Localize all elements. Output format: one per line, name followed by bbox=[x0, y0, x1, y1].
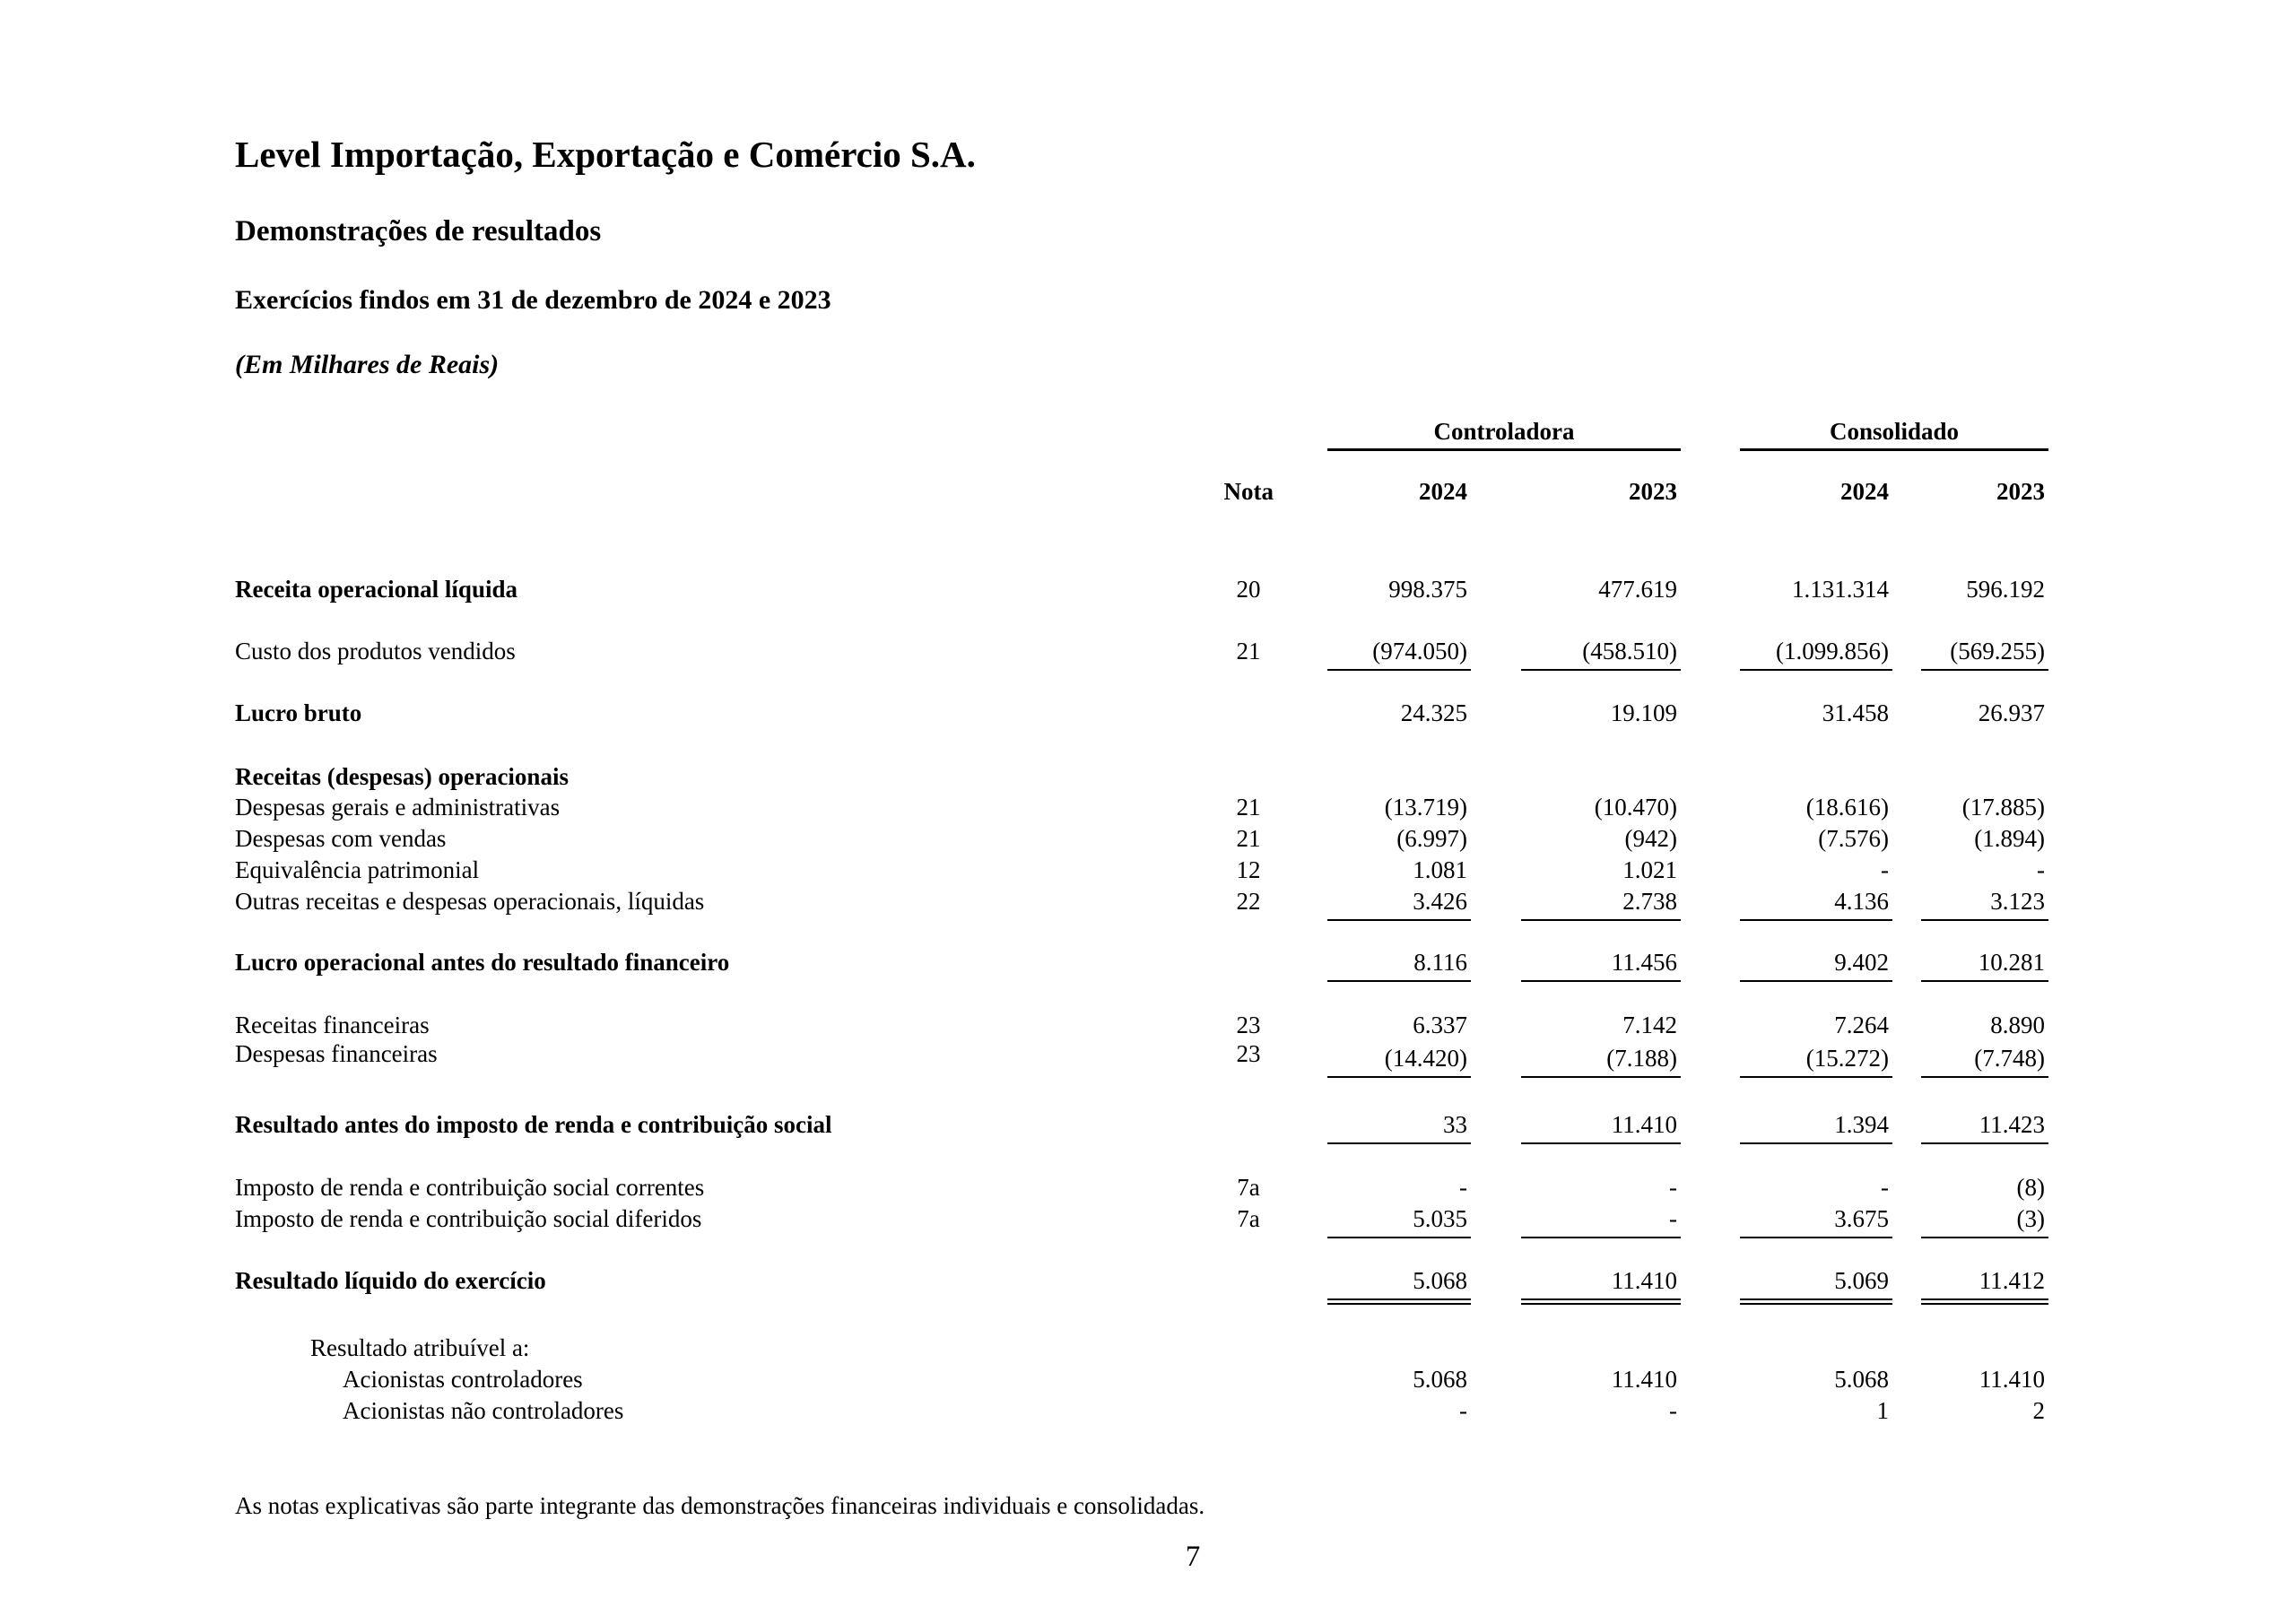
year-header-controladora-2024: 2024 bbox=[1419, 478, 1467, 505]
value-controladora-2023: 11.410 bbox=[1611, 1366, 1677, 1393]
value-consolidado-2023: 8.890 bbox=[1990, 1012, 2045, 1038]
subtotal-rule bbox=[1740, 669, 1892, 671]
value-controladora-2023: (10.470) bbox=[1594, 794, 1677, 821]
value-consolidado-2023: (17.885) bbox=[1961, 794, 2045, 821]
subtotal-rule bbox=[1327, 1237, 1471, 1238]
subtotal-rule bbox=[1327, 1142, 1471, 1144]
value-consolidado-2023: 11.423 bbox=[1979, 1111, 2045, 1138]
value-consolidado-2023: 11.412 bbox=[1979, 1267, 2045, 1294]
table-row-lucro-operacional bbox=[0, 947, 2296, 977]
table-row-equivalencia-patrimonial bbox=[0, 855, 2296, 885]
table-row-custo-produtos-vendidos bbox=[0, 636, 2296, 666]
value-controladora-2023: (458.510) bbox=[1582, 638, 1677, 664]
subtotal-rule bbox=[1521, 1076, 1681, 1078]
table-row-acionistas-nao-controladores bbox=[0, 1395, 2296, 1426]
row-note: 20 bbox=[1236, 576, 1261, 603]
value-controladora-2023: 11.456 bbox=[1611, 949, 1677, 976]
value-controladora-2024: 1.081 bbox=[1413, 856, 1467, 883]
footnote: As notas explicativas são parte integrante das demonstrações financeiras individuais e consolidadas. bbox=[235, 1492, 1205, 1519]
subtotal-rule bbox=[1521, 1237, 1681, 1238]
value-consolidado-2024: - bbox=[1881, 856, 1889, 883]
row-label: Outras receitas e despesas operacionais, líquidas bbox=[235, 888, 705, 915]
value-consolidado-2024: 1.131.314 bbox=[1792, 576, 1889, 603]
row-note: 7a bbox=[1237, 1174, 1260, 1201]
subtotal-rule bbox=[1921, 919, 2048, 921]
value-consolidado-2023: (3) bbox=[2016, 1205, 2045, 1232]
value-controladora-2023: - bbox=[1669, 1174, 1677, 1201]
row-note: 23 bbox=[1236, 1012, 1261, 1038]
subtotal-rule bbox=[1327, 919, 1471, 921]
row-label: Lucro operacional antes do resultado financeiro bbox=[235, 949, 730, 976]
subtotal-rule bbox=[1921, 669, 2048, 671]
row-label: Lucro bruto bbox=[235, 699, 362, 726]
total-double-rule bbox=[1327, 1298, 1471, 1305]
units-note: (Em Milhares de Reais) bbox=[235, 350, 500, 379]
value-controladora-2024: 6.337 bbox=[1413, 1012, 1467, 1038]
value-controladora-2024: (14.420) bbox=[1384, 1045, 1467, 1072]
row-label: Receitas financeiras bbox=[235, 1012, 430, 1038]
statement-title: Demonstrações de resultados bbox=[235, 215, 602, 248]
table-row-receitas-financeiras bbox=[0, 1010, 2296, 1040]
value-consolidado-2024: 1.394 bbox=[1834, 1111, 1889, 1138]
note-column-header: Nota bbox=[1223, 478, 1274, 505]
value-controladora-2024: 5.068 bbox=[1413, 1366, 1467, 1393]
page-number: 7 bbox=[1185, 1541, 1201, 1573]
row-label: Resultado líquido do exercício bbox=[235, 1267, 546, 1294]
value-consolidado-2024: - bbox=[1881, 1174, 1889, 1201]
value-consolidado-2024: (7.576) bbox=[1818, 825, 1889, 852]
year-header-controladora-2023: 2023 bbox=[1629, 478, 1677, 505]
value-controladora-2024: 998.375 bbox=[1388, 576, 1467, 603]
row-label: Despesas gerais e administrativas bbox=[235, 794, 561, 821]
value-controladora-2024: 8.116 bbox=[1413, 949, 1467, 976]
row-label: Receita operacional líquida bbox=[235, 576, 517, 603]
value-consolidado-2023: 11.410 bbox=[1979, 1366, 2045, 1393]
value-consolidado-2023: - bbox=[2037, 856, 2045, 883]
row-note: 22 bbox=[1236, 888, 1261, 915]
year-header-consolidado-2024: 2024 bbox=[1840, 478, 1889, 505]
total-double-rule bbox=[1740, 1298, 1892, 1305]
value-consolidado-2023: (569.255) bbox=[1950, 638, 2045, 664]
group-header-consolidado: Consolidado bbox=[1829, 418, 1960, 445]
subtotal-rule bbox=[1740, 919, 1892, 921]
row-label: Acionistas controladores bbox=[343, 1366, 583, 1393]
value-controladora-2023: (7.188) bbox=[1606, 1045, 1677, 1072]
value-controladora-2023: 477.619 bbox=[1598, 576, 1677, 603]
total-double-rule bbox=[1521, 1298, 1681, 1305]
value-consolidado-2023: (7.748) bbox=[1974, 1045, 2045, 1072]
subtotal-rule bbox=[1740, 1142, 1892, 1144]
table-row-resultado-atribuivel bbox=[0, 1333, 2296, 1363]
subtotal-rule bbox=[1521, 919, 1681, 921]
table-row-ir-cs-correntes bbox=[0, 1172, 2296, 1203]
subtotal-rule bbox=[1327, 669, 1471, 671]
row-note: 12 bbox=[1236, 856, 1261, 883]
table-row-resultado-liquido bbox=[0, 1265, 2296, 1296]
value-controladora-2024: 5.068 bbox=[1413, 1267, 1467, 1294]
value-controladora-2024: 5.035 bbox=[1413, 1205, 1467, 1232]
row-label: Imposto de renda e contribuição social diferidos bbox=[235, 1205, 702, 1232]
row-label: Custo dos produtos vendidos bbox=[235, 638, 516, 664]
subtotal-rule bbox=[1327, 980, 1471, 982]
table-row-receita-operacional-liquida bbox=[0, 574, 2296, 604]
subtotal-rule bbox=[1740, 980, 1892, 982]
value-consolidado-2024: 4.136 bbox=[1834, 888, 1889, 915]
value-consolidado-2024: 5.069 bbox=[1834, 1267, 1889, 1294]
total-double-rule bbox=[1921, 1298, 2048, 1305]
value-consolidado-2023: 2 bbox=[2032, 1397, 2045, 1424]
value-consolidado-2023: (1.894) bbox=[1974, 825, 2045, 852]
value-consolidado-2023: (8) bbox=[2016, 1174, 2045, 1201]
value-controladora-2023: 19.109 bbox=[1610, 699, 1677, 726]
table-row-despesas-gerais-administrativas bbox=[0, 792, 2296, 822]
value-consolidado-2024: 5.068 bbox=[1834, 1366, 1889, 1393]
value-consolidado-2024: (15.272) bbox=[1805, 1045, 1889, 1072]
value-controladora-2023: 1.021 bbox=[1622, 856, 1677, 883]
value-consolidado-2023: 3.123 bbox=[1990, 888, 2045, 915]
value-controladora-2024: 24.325 bbox=[1400, 699, 1467, 726]
row-note: 7a bbox=[1237, 1205, 1260, 1232]
value-consolidado-2024: 31.458 bbox=[1822, 699, 1889, 726]
value-controladora-2023: - bbox=[1669, 1397, 1677, 1424]
subtotal-rule bbox=[1740, 1237, 1892, 1238]
year-header-consolidado-2023: 2023 bbox=[1996, 478, 2045, 505]
value-consolidado-2023: 10.281 bbox=[1978, 949, 2045, 976]
subtotal-rule bbox=[1327, 1076, 1471, 1078]
group-rule-consolidado bbox=[1740, 448, 2048, 451]
value-consolidado-2024: (1.099.856) bbox=[1776, 638, 1889, 664]
value-controladora-2023: - bbox=[1669, 1205, 1677, 1232]
row-label: Imposto de renda e contribuição social correntes bbox=[235, 1174, 705, 1201]
value-controladora-2024: 33 bbox=[1443, 1111, 1467, 1138]
value-controladora-2023: 11.410 bbox=[1611, 1111, 1677, 1138]
subtotal-rule bbox=[1921, 1237, 2048, 1238]
subtotal-rule bbox=[1740, 1076, 1892, 1078]
value-consolidado-2023: 596.192 bbox=[1966, 576, 2045, 603]
value-consolidado-2024: 1 bbox=[1876, 1397, 1889, 1424]
value-controladora-2023: 7.142 bbox=[1622, 1012, 1677, 1038]
table-row-resultado-antes-impostos bbox=[0, 1109, 2296, 1140]
value-controladora-2023: 11.410 bbox=[1611, 1267, 1677, 1294]
subtotal-rule bbox=[1521, 669, 1681, 671]
row-label: Equivalência patrimonial bbox=[235, 856, 480, 883]
value-controladora-2024: - bbox=[1459, 1397, 1467, 1424]
row-note: 21 bbox=[1236, 825, 1261, 852]
value-controladora-2024: (13.719) bbox=[1384, 794, 1467, 821]
row-note: 21 bbox=[1236, 794, 1261, 821]
table-row-despesas-financeiras bbox=[0, 1040, 2296, 1073]
value-consolidado-2024: 3.675 bbox=[1834, 1205, 1889, 1232]
row-label: Despesas financeiras bbox=[235, 1040, 438, 1067]
value-controladora-2024: (6.997) bbox=[1396, 825, 1467, 852]
subtotal-rule bbox=[1521, 1142, 1681, 1144]
table-row-acionistas-controladores bbox=[0, 1364, 2296, 1394]
table-row-lucro-bruto bbox=[0, 698, 2296, 728]
subtotal-rule bbox=[1921, 1076, 2048, 1078]
row-label: Resultado atribuível a: bbox=[310, 1334, 530, 1361]
value-controladora-2023: 2.738 bbox=[1622, 888, 1677, 915]
table-row-outras-receitas-despesas bbox=[0, 886, 2296, 916]
value-controladora-2024: - bbox=[1459, 1174, 1467, 1201]
subtotal-rule bbox=[1921, 1142, 2048, 1144]
table-row-ir-cs-diferidos bbox=[0, 1203, 2296, 1234]
table-row-section-receitas-despesas-operacionais bbox=[0, 761, 2296, 792]
value-consolidado-2024: 7.264 bbox=[1834, 1012, 1889, 1038]
row-note: 21 bbox=[1236, 638, 1261, 664]
group-rule-controladora bbox=[1327, 448, 1681, 451]
value-consolidado-2023: 26.937 bbox=[1978, 699, 2045, 726]
value-consolidado-2024: (18.616) bbox=[1805, 794, 1889, 821]
table-row-despesas-com-vendas bbox=[0, 823, 2296, 854]
value-consolidado-2024: 9.402 bbox=[1834, 949, 1889, 976]
subtotal-rule bbox=[1921, 980, 2048, 982]
value-controladora-2024: (974.050) bbox=[1372, 638, 1467, 664]
row-label: Acionistas não controladores bbox=[343, 1397, 624, 1424]
section-heading: Receitas (despesas) operacionais bbox=[235, 763, 569, 790]
row-label: Resultado antes do imposto de renda e contribuição social bbox=[235, 1111, 832, 1138]
value-controladora-2024: 3.426 bbox=[1413, 888, 1467, 915]
group-header-controladora: Controladora bbox=[1433, 418, 1575, 445]
company-name: Level Importação, Exportação e Comércio S.A. bbox=[235, 134, 976, 175]
row-note: 23 bbox=[1236, 1040, 1261, 1067]
row-label: Despesas com vendas bbox=[235, 825, 447, 852]
period-subtitle: Exercícios findos em 31 de dezembro de 2024 e 2023 bbox=[235, 285, 831, 315]
value-controladora-2023: (942) bbox=[1624, 825, 1677, 852]
subtotal-rule bbox=[1521, 980, 1681, 982]
